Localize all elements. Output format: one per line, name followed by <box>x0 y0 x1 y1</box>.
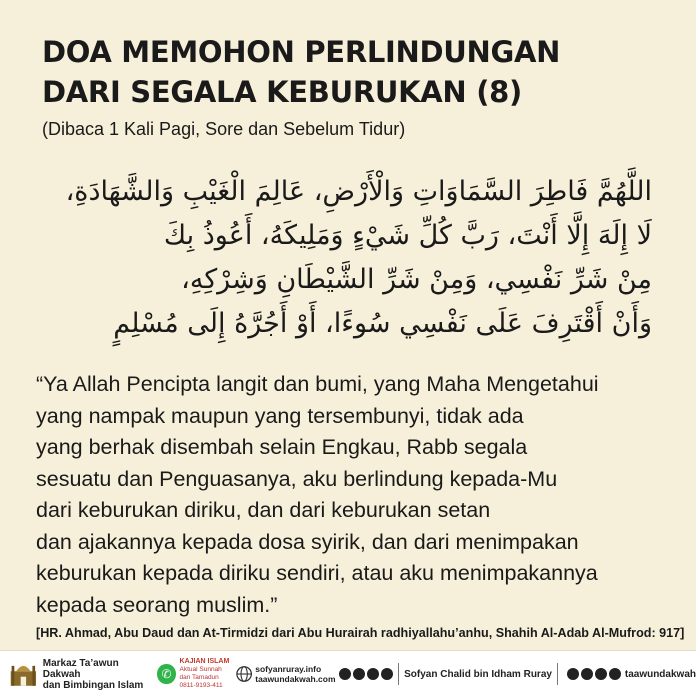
divider <box>398 663 399 685</box>
whatsapp-icon: ✆ <box>157 664 175 684</box>
translation-line: dan ajakannya kepada dosa syirik, dan dari menimpakan <box>36 529 579 554</box>
translation-line: sesuatu dan Penguasanya, aku berlindung kepada-Mu <box>36 466 558 491</box>
divider <box>557 663 558 685</box>
title-line-2: DARI SEGALA KEBURUKAN (8) <box>42 75 522 109</box>
translation <box>36 369 599 621</box>
websites <box>255 664 335 684</box>
social-icons-2 <box>567 668 621 680</box>
translation-line: yang berhak disembah selain Engkau, Rabb segala <box>36 435 528 459</box>
social-icons <box>339 668 393 680</box>
kajian-sub: Aktual Sunnah dan Tamadun <box>179 666 222 681</box>
globe-icon <box>236 665 252 683</box>
translation-line: kepada seorang muslim.” <box>36 592 278 617</box>
arabic-line: وَأَنْ أَقْتَرِفَ عَلَى نَفْسِي سُوءًا، أَوْ أَجُرَّهُ إِلَى مُسْلِمٍ <box>113 308 652 339</box>
instagram-icon[interactable] <box>581 668 593 680</box>
telegram-icon[interactable] <box>567 668 579 680</box>
hadith-reference: [HR. Ahmad, Abu Daud dan At-Tirmidzi dari Abu Hurairah radhiyallahu’anhu, Shahih Al-Adab Al-Mufrod: 917] <box>36 626 685 640</box>
footer-bar <box>0 650 696 697</box>
kajian-info <box>180 658 232 690</box>
subtitle: (Dibaca 1 Kali Pagi, Sore dan Sebelum Tidur) <box>42 119 406 139</box>
mosque-logo-icon <box>8 657 39 691</box>
youtube-icon[interactable] <box>381 668 393 680</box>
title-line-1: DOA MEMOHON PERLINDUNGAN <box>42 35 561 69</box>
instagram-icon[interactable] <box>353 668 365 680</box>
translation-line: yang nampak maupun yang tersembunyi, tidak ada <box>36 403 524 428</box>
translation-line: “Ya Allah Pencipta langit dan bumi, yang Maha Mengetahui <box>36 372 599 396</box>
arabic-prayer <box>40 170 652 346</box>
kajian-phone: 0811-9193-411 <box>179 682 223 689</box>
website-link[interactable]: taawundakwah.com <box>255 674 336 684</box>
translation-line: dari keburukan diriku, dan dari keburukan setan <box>36 498 491 522</box>
ustadz-name: Sofyan Chalid bin Idham Ruray <box>404 668 552 680</box>
facebook-icon[interactable] <box>367 668 379 680</box>
facebook-icon[interactable] <box>595 668 607 680</box>
organization-name <box>43 658 150 691</box>
youtube-icon[interactable] <box>609 668 621 680</box>
website-link[interactable]: sofyanruray.info <box>255 664 322 674</box>
kajian-title: KAJIAN ISLAM <box>179 658 230 665</box>
arabic-line: مِنْ شَرِّ نَفْسِي، وَمِنْ شَرِّ الشَّيْطَانِ وَشِرْكِهِ، <box>181 264 652 295</box>
page-title <box>42 32 560 112</box>
telegram-icon[interactable] <box>339 668 351 680</box>
translation-line: keburukan kepada diriku sendiri, atau aku menimpakannya <box>36 561 598 585</box>
org-line-2: dan Bimbingan Islam <box>42 679 144 691</box>
social-handle[interactable]: taawundakwah <box>624 668 696 680</box>
arabic-line: اللَّهُمَّ فَاطِرَ السَّمَاوَاتِ وَالْأَرْضِ، عَالِمَ الْغَيْبِ وَالشَّهَادَةِ، <box>65 176 652 207</box>
arabic-line: لَا إِلَهَ إِلَّا أَنْتَ، رَبَّ كُلِّ شَيْءٍ وَمَلِيكَهُ، أَعُوذُ بِكَ <box>163 220 652 251</box>
org-line-1: Markaz Ta’awun Dakwah <box>42 657 119 680</box>
